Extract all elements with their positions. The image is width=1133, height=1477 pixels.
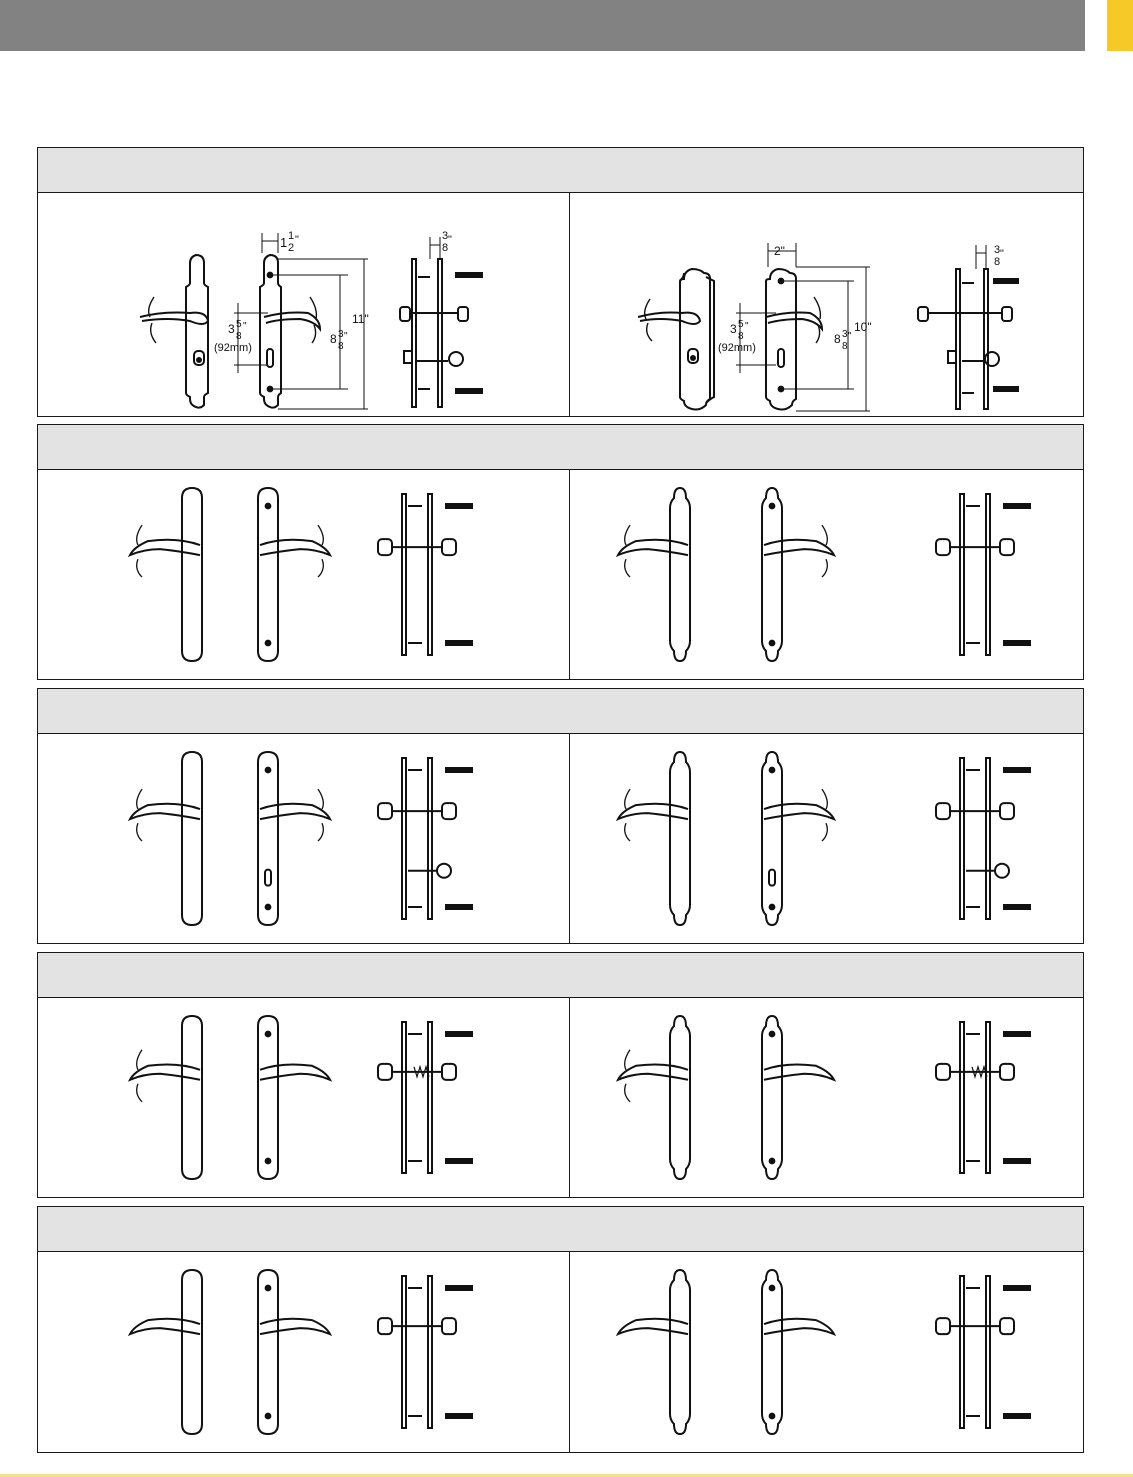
lever-handle (260, 1064, 330, 1079)
side-plate-right (986, 758, 990, 919)
mounting-screw (446, 1159, 472, 1163)
lever-handle (764, 540, 834, 555)
mounting-screw (446, 641, 472, 645)
screw-hole (266, 1286, 271, 1291)
side-plate-right (986, 1276, 990, 1428)
lever-handle (260, 804, 330, 819)
section-4-left-panel (38, 998, 569, 1197)
section-5 (37, 1206, 1084, 1453)
screw-hole (770, 1286, 775, 1291)
trim-drawing (570, 470, 1083, 679)
screw-hole (266, 641, 271, 646)
lever-handle (618, 804, 688, 819)
mounting-screw (446, 1414, 472, 1418)
mounting-screw (1004, 1032, 1030, 1036)
dim-width-num: 1 (288, 230, 295, 242)
side-plate-right (986, 494, 990, 655)
dim-spacing-mm: (92mm) (214, 342, 252, 354)
lever-handle (764, 1319, 834, 1334)
side-plate-left (960, 494, 964, 655)
trim-plate (670, 1016, 690, 1179)
lever-handle (618, 1319, 688, 1334)
panel-divider (569, 1252, 570, 1452)
lever-hub-right (1000, 1064, 1014, 1080)
side-plate-left (402, 758, 406, 919)
lever-hub-left (936, 803, 950, 819)
lever-hub-right (442, 1064, 456, 1080)
lever-hub-left (936, 1318, 950, 1334)
trim-plate (762, 1270, 782, 1434)
screw-hole (770, 1032, 775, 1037)
side-plate-right (986, 1022, 990, 1173)
lever-hub-right (1000, 1318, 1014, 1334)
mounting-screw (446, 1286, 472, 1290)
screw-hole (770, 768, 775, 773)
trim-drawing (570, 1252, 1083, 1452)
section-3-left-panel (38, 734, 569, 943)
side-plate-right (428, 1022, 432, 1173)
trim-drawing-dimensioned-arched (38, 193, 569, 416)
dim-width-den: 2 (288, 242, 295, 254)
dim-spacing-den: 8 (236, 331, 242, 342)
trim-plate (258, 488, 278, 661)
dim-width: 2" (774, 244, 785, 258)
trim-plate (182, 488, 202, 661)
lever-hub-left (378, 803, 392, 819)
side-plate-left (960, 1276, 964, 1428)
dim-hole-num: 3 (842, 329, 848, 340)
dim-hole-num: 3 (338, 329, 344, 340)
trim-plate (670, 752, 690, 925)
section-1-header (38, 148, 1083, 193)
dim-thick-unit: " (448, 234, 452, 246)
section-2-header (38, 425, 1083, 470)
dim-hole-unit: " (344, 331, 348, 342)
trim-drawing (570, 998, 1083, 1197)
trim-drawing (38, 998, 569, 1197)
mounting-screw (446, 1032, 472, 1036)
trim-plate (258, 752, 278, 925)
mounting-screw (446, 504, 472, 508)
screw-hole (770, 641, 775, 646)
dim-spacing-num: 5 (236, 319, 242, 330)
side-plate-right (428, 1276, 432, 1428)
mounting-screw (1004, 905, 1030, 909)
lever-handle (130, 804, 200, 819)
trim-drawing-dimensioned-scalloped (570, 193, 1083, 416)
dim-hole-whole: 8 (834, 332, 841, 346)
trim-plate (762, 752, 782, 925)
side-plate-left (402, 494, 406, 655)
dim-hole-den: 8 (842, 341, 848, 352)
screw-hole (266, 768, 271, 773)
trim-plate (670, 1270, 690, 1434)
section-2-right-panel (570, 470, 1083, 679)
section-1-left-panel (38, 193, 569, 416)
mounting-screw (1004, 1414, 1030, 1418)
trim-drawing (38, 734, 569, 943)
trim-plate (762, 1016, 782, 1179)
side-plate-left (402, 1022, 406, 1173)
screw-hole (266, 1159, 271, 1164)
trim-plate (182, 1270, 202, 1434)
screw-hole (266, 504, 271, 509)
lever-hub-left (936, 539, 950, 555)
mounting-screw (1004, 1159, 1030, 1163)
section-2 (37, 424, 1084, 680)
dim-thick-den: 8 (994, 256, 1001, 268)
trim-drawing (38, 1252, 569, 1452)
screw-hole (770, 1159, 775, 1164)
section-5-header (38, 1207, 1083, 1252)
lever-handle (260, 540, 330, 555)
panel-divider (569, 470, 570, 679)
dim-spacing-mm: (92mm) (718, 342, 756, 354)
section-4-right-panel (570, 998, 1083, 1197)
dim-spacing-unit: " (243, 321, 247, 332)
trim-plate (258, 1016, 278, 1179)
section-tab-marker (1107, 0, 1133, 51)
trim-plate (258, 1270, 278, 1434)
panel-divider (569, 734, 570, 943)
dim-height: 10" (854, 320, 872, 334)
screw-hole (770, 504, 775, 509)
section-5-left-panel (38, 1252, 569, 1452)
mounting-screw (446, 768, 472, 772)
section-3-header (38, 689, 1083, 734)
side-plate-right (428, 758, 432, 919)
lever-handle (130, 540, 200, 555)
dim-thick-unit: " (1000, 248, 1004, 260)
panel-divider (569, 998, 570, 1197)
lever-hub-right (1000, 803, 1014, 819)
dim-spacing-whole: 3 (730, 322, 737, 336)
lever-handle (764, 1064, 834, 1079)
keyhole (265, 870, 271, 886)
mounting-screw (446, 905, 472, 909)
mounting-screw (1004, 504, 1030, 508)
lever-hub-right (442, 1318, 456, 1334)
lever-hub-left (378, 1064, 392, 1080)
thumbturn (437, 864, 451, 878)
section-3-right-panel (570, 734, 1083, 943)
lever-hub-left (378, 1318, 392, 1334)
lever-handle (130, 1319, 200, 1334)
dim-hole-unit: " (848, 331, 852, 342)
trim-drawing (570, 734, 1083, 943)
dim-thick-num: 3 (442, 230, 449, 242)
trim-plate (762, 488, 782, 661)
trim-plate (182, 1016, 202, 1179)
section-1-right-panel (570, 193, 1083, 416)
lever-handle (260, 1319, 330, 1334)
section-5-right-panel (570, 1252, 1083, 1452)
screw-hole (266, 1032, 271, 1037)
header-bar (0, 0, 1085, 51)
lever-hub-left (378, 539, 392, 555)
dim-spacing-unit: " (745, 321, 749, 332)
screw-hole (266, 905, 271, 910)
lever-handle (764, 804, 834, 819)
lever-handle (618, 1064, 688, 1079)
section-2-left-panel (38, 470, 569, 679)
screw-hole (770, 905, 775, 910)
section-1 (37, 147, 1084, 417)
dim-hole-whole: 8 (330, 332, 337, 346)
side-plate-left (960, 758, 964, 919)
dim-spacing-whole: 3 (228, 322, 235, 336)
side-plate-left (960, 1022, 964, 1173)
mounting-screw (1004, 768, 1030, 772)
lever-hub-left (936, 1064, 950, 1080)
section-3 (37, 688, 1084, 944)
mounting-screw (1004, 1286, 1030, 1290)
dim-spacing-num: 5 (738, 319, 744, 330)
screw-hole (266, 1414, 271, 1419)
dim-width-unit: " (295, 234, 299, 246)
section-4-header (38, 953, 1083, 998)
lever-handle (618, 540, 688, 555)
dim-thick-num: 3 (994, 244, 1001, 256)
keyhole (769, 870, 775, 886)
section-4 (37, 952, 1084, 1198)
screw-hole (770, 1414, 775, 1419)
thumbturn (995, 864, 1009, 878)
trim-plate (182, 752, 202, 925)
lever-hub-right (442, 803, 456, 819)
dim-spacing-den: 8 (738, 331, 744, 342)
mounting-screw (1004, 641, 1030, 645)
trim-drawing (38, 470, 569, 679)
lever-hub-right (442, 539, 456, 555)
lever-handle (130, 1064, 200, 1079)
side-plate-right (428, 494, 432, 655)
trim-plate (670, 488, 690, 661)
lever-hub-right (1000, 539, 1014, 555)
dim-height: 11" (352, 312, 369, 326)
dim-width-whole: 1 (280, 235, 288, 250)
dim-thick-den: 8 (442, 242, 449, 254)
side-plate-left (402, 1276, 406, 1428)
dim-hole-den: 8 (338, 341, 344, 352)
